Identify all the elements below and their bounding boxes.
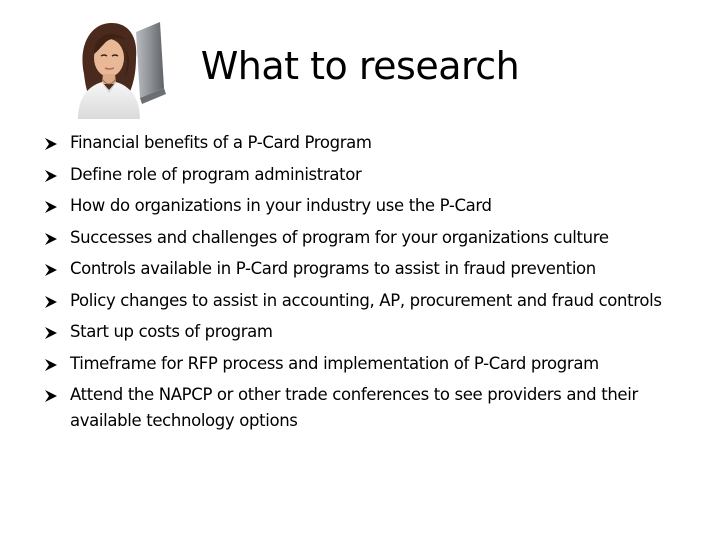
- bullet-item: [44, 193, 684, 219]
- slide-title: What to research: [200, 44, 520, 88]
- bullet-text: Financial benefits of a P-Card Program: [70, 133, 372, 152]
- arrow-bullet-icon: [44, 263, 58, 277]
- bullet-item: [44, 319, 684, 345]
- bullet-item: [44, 288, 684, 314]
- arrow-bullet-icon: [44, 232, 58, 246]
- bullet-item: [44, 382, 684, 434]
- bullet-item: [44, 130, 684, 156]
- bullet-text: Timeframe for RFP process and implementation of P-Card program: [70, 353, 599, 373]
- woman-at-computer-illustration: [70, 18, 168, 119]
- bullet-item: [44, 351, 684, 377]
- arrow-bullet-icon: [44, 326, 58, 340]
- arrow-bullet-icon: [44, 358, 58, 372]
- bullet-text: Controls available in P-Card programs to assist in fraud prevention: [70, 259, 596, 278]
- bullet-list: [44, 130, 684, 440]
- arrow-bullet-icon: [44, 137, 58, 151]
- bullet-text: Attend the NAPCP or other trade conferences to see providers and their available technology options: [70, 385, 638, 430]
- arrow-bullet-icon: [44, 169, 58, 183]
- arrow-bullet-icon: [44, 295, 58, 309]
- bullet-item: [44, 162, 684, 188]
- bullet-text: Start up costs of program: [70, 322, 273, 341]
- bullet-text: Successes and challenges of program for your organizations culture: [70, 227, 609, 247]
- bullet-text: Policy changes to assist in accounting, AP, procurement and fraud controls: [70, 290, 662, 310]
- bullet-text: Define role of program administrator: [70, 164, 362, 184]
- bullet-item: [44, 256, 684, 282]
- bullet-item: [44, 225, 684, 251]
- arrow-bullet-icon: [44, 200, 58, 214]
- woman-at-computer-photo: [70, 18, 168, 119]
- bullet-text: How do organizations in your industry use the P-Card: [70, 196, 492, 215]
- arrow-bullet-icon: [44, 389, 58, 403]
